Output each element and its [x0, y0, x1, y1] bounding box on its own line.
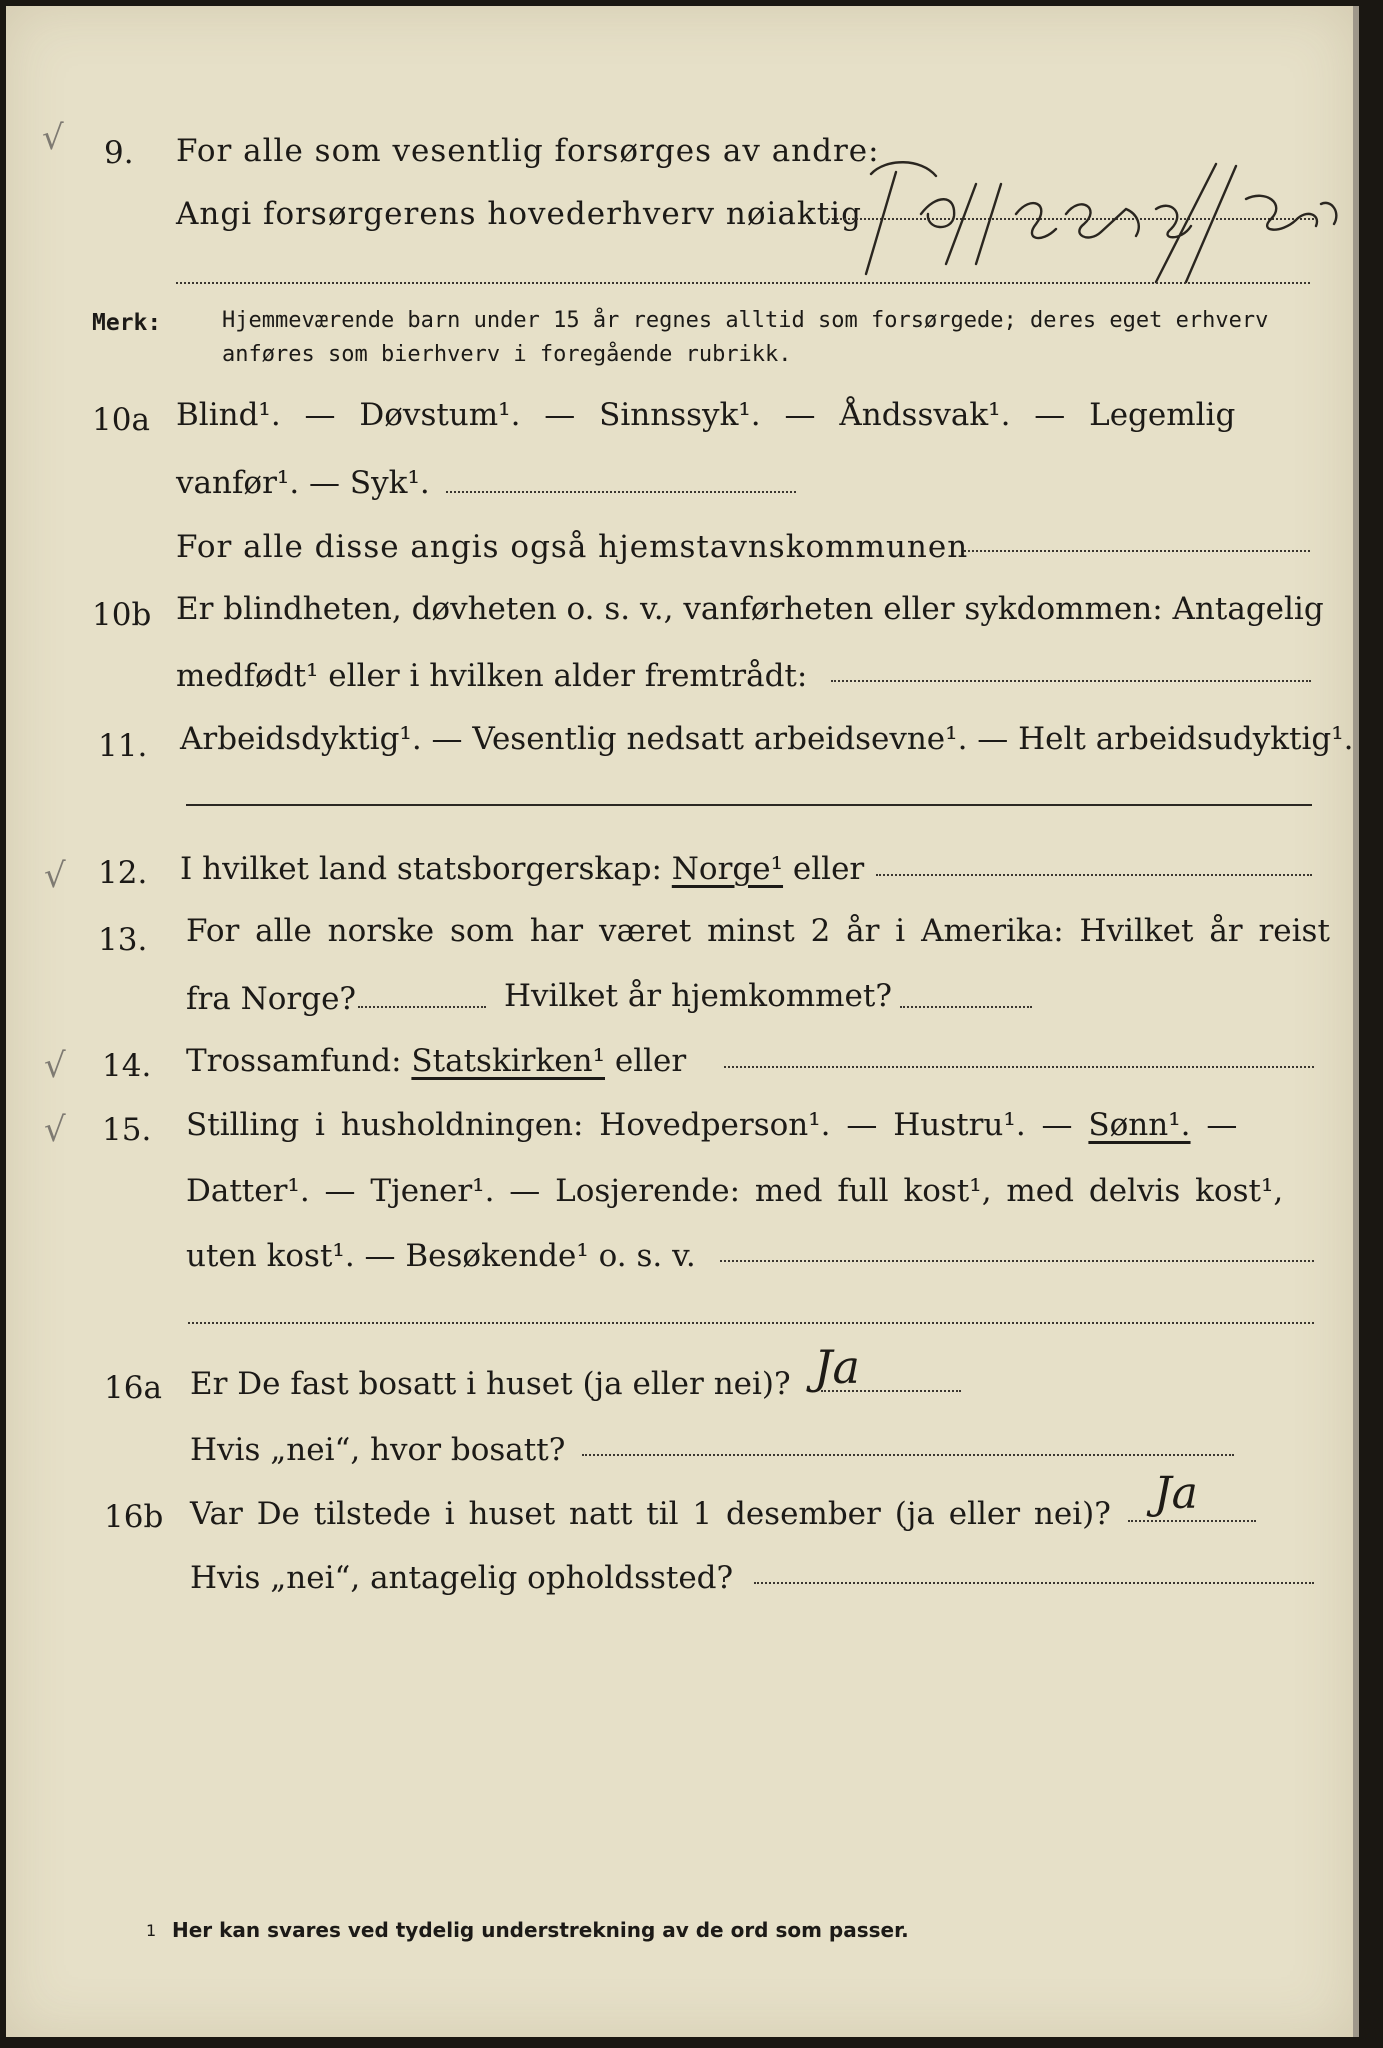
q14-prefix: Trossamfund:: [186, 1043, 402, 1079]
q15-line1: [186, 1106, 1237, 1144]
q11-line1: Arbeidsdyktig¹. — Vesentlig nedsatt arbeidsevne¹. — Helt arbeidsudyktig¹.: [180, 721, 1354, 757]
checkmark-q9: √: [42, 118, 64, 158]
q10a-line1: Blind¹. — Døvstum¹. — Sinnssyk¹. — Åndssvak¹. — Legemlig: [176, 397, 1236, 433]
q16a-bosatt-line: [582, 1454, 1234, 1456]
q10a-line2: vanfør¹. — Syk¹.: [176, 465, 430, 501]
q10b-line2: medfødt¹ eller i hvilken alder fremtrådt:: [176, 658, 808, 694]
q10a-number: 10a: [92, 402, 150, 438]
q15-line2: Datter¹. — Tjener¹. — Losjerende: med full kost¹, med delvis kost¹,: [186, 1173, 1284, 1209]
q16a-answer-line: [821, 1390, 961, 1392]
q13-hjem-line: [900, 1006, 1032, 1008]
q14-answer-line: [724, 1066, 1314, 1068]
handwriting-telegrafformand: [826, 154, 1346, 284]
q16b-line1: Var De tilstede i huset natt til 1 desember (ja eller nei)?: [190, 1496, 1111, 1532]
q10a-syk-line: [446, 491, 796, 493]
q9-handwritten-answer: [826, 154, 1346, 284]
q10b-answer-line: [831, 680, 1311, 682]
q12-text: [180, 850, 864, 888]
q16b-opholdssted-line: [754, 1582, 1314, 1584]
q9-number: 9.: [104, 135, 134, 171]
q15-line1-prefix: Stilling i husholdningen: Hovedperson¹. — Hustru¹. —: [186, 1107, 1073, 1143]
q10b-line1: Er blindheten, døvheten o. s. v., vanførheten eller sykdommen: Antagelig: [176, 591, 1324, 627]
q12-underlined: Norge¹: [671, 851, 784, 887]
q15-underlined: Sønn¹.: [1088, 1107, 1191, 1143]
q12-prefix: I hvilket land statsborgerskap:: [180, 851, 662, 887]
footnote-text: Her kan svares ved tydelig understrekning av de ord som passer.: [172, 1918, 909, 1942]
checkmark-q14: √: [44, 1046, 66, 1086]
q14-suffix: eller: [614, 1043, 687, 1079]
q16b-answer: Ja: [1154, 1468, 1198, 1519]
q15-line1-suffix: —: [1206, 1107, 1238, 1143]
q10b-number: 10b: [92, 597, 152, 633]
q16b-answer-line: [1128, 1520, 1256, 1522]
q10a-line3: For alle disse angis også hjemstavnskommunen: [176, 529, 969, 565]
q15-second-line: [188, 1322, 1314, 1324]
q13-line2a: fra Norge?: [186, 981, 357, 1017]
q9-line2: Angi forsørgerens hovederhverv nøiaktig: [176, 196, 862, 232]
q12-number: 12.: [98, 855, 148, 891]
checkmark-q15: √: [44, 1110, 66, 1150]
footnote-marker: 1: [146, 1921, 157, 1940]
q11-number: 11.: [98, 728, 148, 764]
census-form-page: [6, 6, 1359, 2037]
q14-number: 14.: [102, 1048, 152, 1084]
note-label: Merk:: [92, 310, 162, 336]
q15-line3: uten kost¹. — Besøkende¹ o. s. v.: [186, 1238, 696, 1274]
checkmark-q12: √: [44, 856, 66, 896]
q16b-line2: Hvis „nei“, antagelig opholdssted?: [190, 1560, 734, 1596]
q15-answer-line: [720, 1260, 1314, 1262]
note-line2: anføres som bierhverv i foregående rubrikk.: [222, 342, 792, 367]
q15-number: 15.: [102, 1112, 152, 1148]
q11-rule: [186, 804, 1312, 806]
q13-line2b: Hvilket år hjemkommet?: [504, 978, 892, 1014]
q16a-answer: Ja: [814, 1340, 860, 1394]
q12-answer-line: [876, 874, 1312, 876]
q13-reist-line: [358, 1006, 486, 1008]
svg-text:Telegrafformand: Telegrafformand: [836, 282, 845, 283]
q12-suffix: eller: [792, 851, 865, 887]
note-line1: Hjemmeværende barn under 15 år regnes alltid som forsørgede; deres eget erhverv: [222, 308, 1269, 333]
q16a-line1: Er De fast bosatt i huset (ja eller nei)?: [190, 1366, 791, 1402]
q16b-number: 16b: [104, 1499, 164, 1535]
q9-line1: For alle som vesentlig forsørges av andre:: [176, 133, 880, 169]
q13-line1: For alle norske som har været minst 2 år i Amerika: Hvilket år reist: [186, 913, 1330, 949]
q14-underlined: Statskirken¹: [411, 1043, 605, 1079]
q9-second-line: [176, 282, 1310, 284]
q16a-number: 16a: [104, 1370, 162, 1406]
q14-text: [186, 1042, 686, 1080]
q16a-line2: Hvis „nei“, hvor bosatt?: [190, 1432, 566, 1468]
q13-number: 13.: [98, 922, 148, 958]
q10a-kommune-line: [964, 550, 1310, 552]
